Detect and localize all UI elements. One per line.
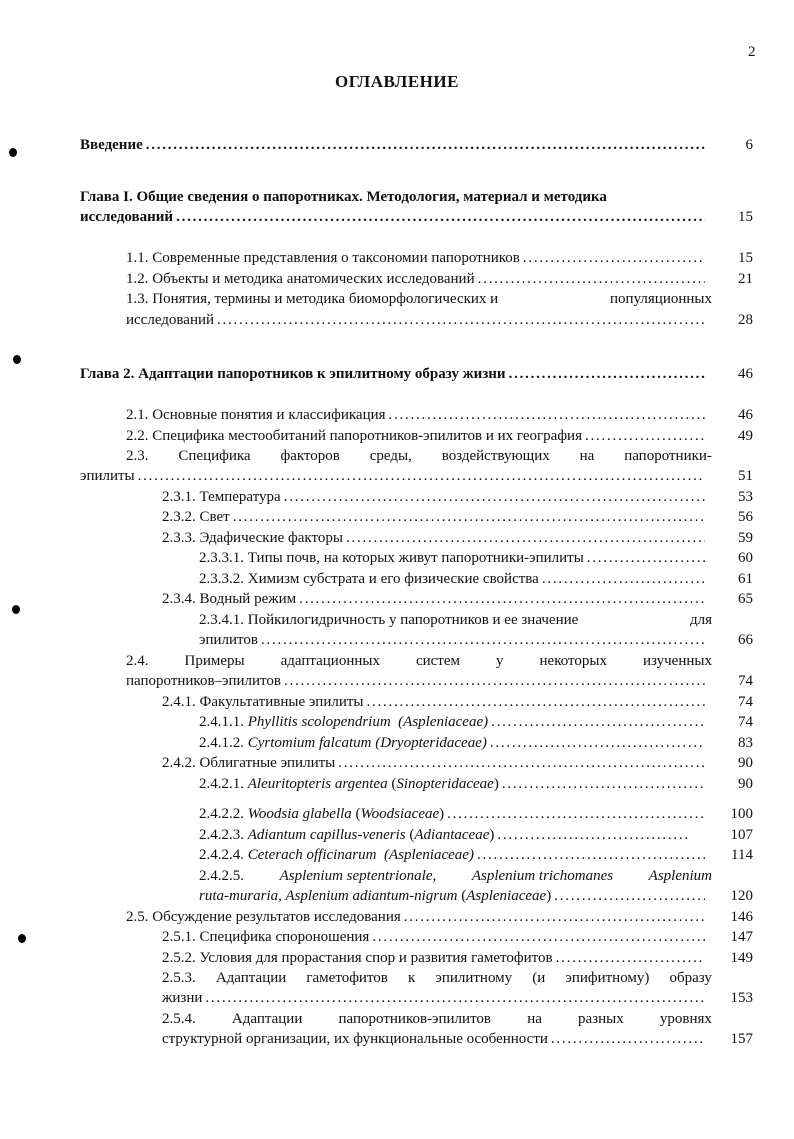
toc-entry-2-5-3[interactable]: [162, 988, 708, 1008]
toc-entry-text: Глава 2. Адаптации папоротников к эпилитному образу жизни: [80, 366, 506, 382]
toc-entry-text: эпилитному: [435, 970, 513, 986]
toc-entry-2-5-4-line-1[interactable]: [162, 1009, 712, 1029]
toc-entry-text: среды,: [369, 448, 412, 464]
toc-entry-2-4-2-2[interactable]: [199, 804, 708, 824]
toc-entry-text: 2.3.3.2. Химизм субстрата и его физические свойства: [199, 571, 539, 587]
toc-page-number: 90: [738, 755, 753, 771]
toc-entry-2-4-2-5[interactable]: [199, 886, 708, 906]
dot-leader: [284, 487, 705, 507]
toc-entry-text: 2.4.: [126, 653, 149, 669]
toc-entry-chapter-1[interactable]: [80, 207, 708, 227]
toc-entry-text: 2.5.4.: [162, 1011, 196, 1027]
dot-leader: [338, 753, 705, 773]
toc-entry-2-4-2-3[interactable]: [199, 825, 693, 845]
toc-entry-text: папоротников-эпилитов: [338, 1011, 492, 1027]
toc-entry-2-5-4[interactable]: [162, 1029, 708, 1049]
toc-entry-2-3-4[interactable]: [162, 589, 708, 609]
toc-page-number: 49: [738, 428, 753, 444]
toc-page-number: 100: [730, 806, 753, 822]
toc-entry-text: Адаптации: [231, 1011, 303, 1027]
toc-entry-2-3-3[interactable]: [162, 528, 708, 548]
toc-entry-2-3-3-1[interactable]: [199, 548, 708, 568]
toc-entry-2-4-1-1[interactable]: [199, 712, 708, 732]
toc-page-number: 146: [730, 909, 753, 925]
toc-page-number: 51: [738, 468, 753, 484]
toc-entry-text: 2.1. Основные понятия и классификация: [126, 407, 386, 423]
toc-entry-text: исследований: [126, 312, 215, 328]
dot-leader: [542, 569, 705, 589]
toc-entry-text: на: [527, 1011, 542, 1027]
dot-leader: [509, 364, 705, 384]
page-title: ОГЛАВЛЕНИЕ: [335, 72, 459, 91]
toc-page-number: 61: [738, 571, 753, 587]
dot-leader: [217, 310, 705, 330]
toc-page-number: 21: [738, 271, 753, 287]
toc-page-number: 15: [738, 209, 753, 225]
toc-page-number: 46: [738, 407, 753, 423]
dot-leader: [491, 712, 705, 732]
toc-entry-text: 2.3.1. Температура: [162, 489, 281, 505]
toc-entry-text: 2.4.2.4. Ceterach officinarum (Aspleniaceae): [199, 847, 474, 863]
toc-entry-2-3-3-2[interactable]: [199, 569, 708, 589]
dot-leader: [497, 825, 690, 845]
toc-entry-chapter-1-line-1[interactable]: Глава I. Общие сведения о папоротниках. Методология, материал и методика: [80, 189, 607, 205]
toc-page-number: 157: [730, 1031, 753, 1047]
dot-leader: [176, 207, 705, 227]
toc-entry-text: гаметофитов: [306, 970, 388, 986]
toc-entry-2-4-2-5-line-1[interactable]: [199, 866, 712, 886]
toc-page-number: 74: [738, 673, 753, 689]
toc-entry-text: исследований: [80, 209, 174, 225]
toc-entry-text: изученных: [642, 653, 712, 669]
toc-entry-text: 2.3.3. Эдафические факторы: [162, 530, 343, 546]
dot-leader: [587, 548, 705, 568]
toc-entry-text: образу: [669, 970, 712, 986]
toc-entry-text: 2.5.1. Специфика спороношения: [162, 929, 370, 945]
toc-page-number: 107: [730, 827, 753, 843]
toc-page-number: 120: [730, 888, 753, 904]
toc-entry-text: 2.4.2. Облигатные эпилиты: [162, 755, 336, 771]
page-number: 2: [748, 44, 756, 60]
toc-entry-text: Специфика: [178, 448, 251, 464]
dot-leader: [477, 845, 705, 865]
dot-leader: [299, 589, 705, 609]
toc-entry-text: 2.3.4.1. Пойкилогидричность у папоротников и ее значение: [199, 612, 579, 628]
margin-dot-4: [18, 934, 26, 943]
toc-entry-2-4[interactable]: [126, 671, 708, 691]
dot-leader: [146, 135, 705, 155]
toc-entry-2-4-2-4[interactable]: [199, 845, 708, 865]
toc-entry-text: 2.3.3.1. Типы почв, на которых живут папоротники-эпилиты: [199, 550, 584, 566]
toc-entry-1-3[interactable]: [126, 310, 708, 330]
dot-leader: [551, 1029, 705, 1049]
toc-entry-text: 1.2. Объекты и методика анатомических исследований: [126, 271, 475, 287]
toc-entry-2-4-2-1[interactable]: [199, 774, 708, 794]
toc-page-number: 83: [738, 735, 753, 751]
toc-page-number: 59: [738, 530, 753, 546]
toc-entry-text: Введение: [80, 137, 143, 153]
toc-entry-text: на: [579, 448, 595, 464]
toc-entry-2-3-1[interactable]: [162, 487, 708, 507]
toc-entry-2-3-4-1-line-1[interactable]: [199, 610, 712, 630]
toc-entry-text: воздействующих: [441, 448, 550, 464]
toc-entry-text: 2.3.2. Свет: [162, 509, 230, 525]
toc-entry-text: Примеры: [184, 653, 245, 669]
toc-page-number: 66: [738, 632, 753, 648]
toc-entry-text: эпифитному): [565, 970, 650, 986]
toc-entry-text: структурной организации, их функциональные особенности: [162, 1031, 548, 1047]
toc-page-number: 74: [738, 714, 753, 730]
toc-page-number: 74: [738, 694, 753, 710]
dot-leader: [367, 692, 705, 712]
toc-entry-text: Asplenium: [648, 868, 712, 884]
toc-entry-text: жизни: [162, 990, 203, 1006]
toc-entry-text: 2.4.2.1. Aleuritopteris argentea (Sinopteridaceae): [199, 776, 499, 792]
toc-entry-1-2[interactable]: [126, 269, 708, 289]
margin-dot-2: [13, 355, 21, 364]
toc-page-number: 147: [730, 929, 753, 945]
toc-entry-text: 2.3.4. Водный режим: [162, 591, 297, 607]
margin-dot-3: [12, 605, 20, 614]
toc-entry-2-4-1[interactable]: [162, 692, 708, 712]
toc-entry-text: 2.4.2.2. Woodsia glabella (Woodsiaceae): [199, 806, 445, 822]
toc-entry-text: 2.5.2. Условия для прорастания спор и развития гаметофитов: [162, 950, 553, 966]
toc-entry-text: 2.2. Специфика местообитаний папоротников-эпилитов и их география: [126, 428, 582, 444]
toc-entry-2-3-4-1[interactable]: [199, 630, 708, 650]
toc-page-number: 53: [738, 489, 753, 505]
dot-leader: [554, 886, 705, 906]
toc-entry-intro[interactable]: [80, 135, 708, 155]
dot-leader: [233, 507, 705, 527]
toc-entry-text: популяционных: [610, 291, 712, 307]
toc-entry-text: 2.4.2.5.: [199, 868, 244, 884]
toc-page-number: 90: [738, 776, 753, 792]
toc-entry-1-1[interactable]: [126, 248, 708, 268]
toc-entry-text: адаптационных: [280, 653, 380, 669]
toc-entry-text: 2.5.3.: [162, 970, 196, 986]
toc-entry-text: 2.4.2.3. Adiantum capillus-veneris (Adiantaceae): [199, 827, 495, 843]
toc-entry-text: для: [689, 612, 712, 628]
toc-entry-text: папоротники-: [624, 448, 712, 464]
toc-entry-2-4-2[interactable]: [162, 753, 708, 773]
toc-entry-2-4-1-2[interactable]: [199, 733, 708, 753]
toc-entry-2-2[interactable]: [126, 426, 708, 446]
toc-entry-text: папоротников–эпилитов: [126, 673, 281, 689]
dot-leader: [346, 528, 705, 548]
dot-leader: [490, 733, 705, 753]
toc-entry-2-4-line-1[interactable]: [126, 651, 712, 671]
toc-page-number: 46: [738, 366, 753, 382]
toc-entry-2-3[interactable]: [80, 466, 708, 486]
toc-entry-text: 1.3. Понятия, термины и методика биоморфологических и: [126, 291, 499, 307]
toc-entry-text: эпилитов: [199, 632, 258, 648]
dot-leader: [261, 630, 705, 650]
toc-page-number: 6: [745, 137, 753, 153]
dot-leader: [372, 927, 705, 947]
toc-entry-chapter-2[interactable]: [80, 364, 708, 384]
toc-entry-text: (и: [532, 970, 546, 986]
toc-entry-2-5-1[interactable]: [162, 927, 708, 947]
toc-entry-2-5-2[interactable]: [162, 948, 708, 968]
dot-leader: [138, 466, 705, 486]
dot-leader: [284, 671, 705, 691]
toc-entry-text: 2.4.1. Факультативные эпилиты: [162, 694, 364, 710]
toc-page-number: 60: [738, 550, 753, 566]
toc-entry-1-3-line-1[interactable]: [126, 289, 712, 309]
toc-entry-2-3-2[interactable]: [162, 507, 708, 527]
toc-entry-text: уровнях: [659, 1011, 712, 1027]
toc-entry-text: у: [496, 653, 504, 669]
toc-entry-text: 2.5. Обсуждение результатов исследования: [126, 909, 401, 925]
toc-entry-text: 2.4.1.2. Cyrtomium falcatum (Dryopteridaceae): [199, 735, 487, 751]
toc-entry-text: разных: [578, 1011, 624, 1027]
dot-leader: [585, 426, 705, 446]
toc-entry-text: к: [407, 970, 416, 986]
dot-leader: [389, 405, 705, 425]
toc-entry-text: 2.4.1.1. Phyllitis scolopendrium (Aspleniaceae): [199, 714, 489, 730]
toc-entry-2-5[interactable]: [126, 907, 708, 927]
toc-page-number: 56: [738, 509, 753, 525]
toc-page-number: 153: [730, 990, 753, 1006]
dot-leader: [404, 907, 705, 927]
toc-page-number: 149: [730, 950, 753, 966]
dot-leader: [556, 948, 705, 968]
toc-entry-text: Asplenium trichomanes: [471, 868, 614, 884]
toc-entry-text: факторов: [280, 448, 340, 464]
toc-page-number: 114: [731, 847, 753, 863]
dot-leader: [447, 804, 705, 824]
dot-leader: [502, 774, 705, 794]
toc-entry-2-1[interactable]: [126, 405, 708, 425]
dot-leader: [478, 269, 705, 289]
toc-entry-text: 1.1. Современные представления о таксономии папоротников: [126, 250, 520, 266]
dot-leader: [205, 988, 705, 1008]
toc-entry-text: систем: [415, 653, 461, 669]
toc-entry-text: 2.3.: [126, 448, 149, 464]
toc-page-number: 15: [738, 250, 753, 266]
margin-dot-1: [9, 148, 17, 157]
toc-entry-text: Asplenium septentrionale,: [279, 868, 437, 884]
toc-entry-text: некоторых: [539, 653, 607, 669]
toc-entry-text: эпилиты: [80, 468, 135, 484]
toc-entry-text: ruta-muraria, Asplenium adiantum-nigrum (Aspleniaceae): [199, 888, 552, 904]
toc-entry-2-3-line-1[interactable]: [126, 446, 712, 466]
dot-leader: [523, 248, 705, 268]
toc-entry-2-5-3-line-1[interactable]: [162, 968, 712, 988]
toc-entry-text: Адаптации: [215, 970, 287, 986]
toc-page-number: 28: [738, 312, 753, 328]
toc-page-number: 65: [738, 591, 753, 607]
